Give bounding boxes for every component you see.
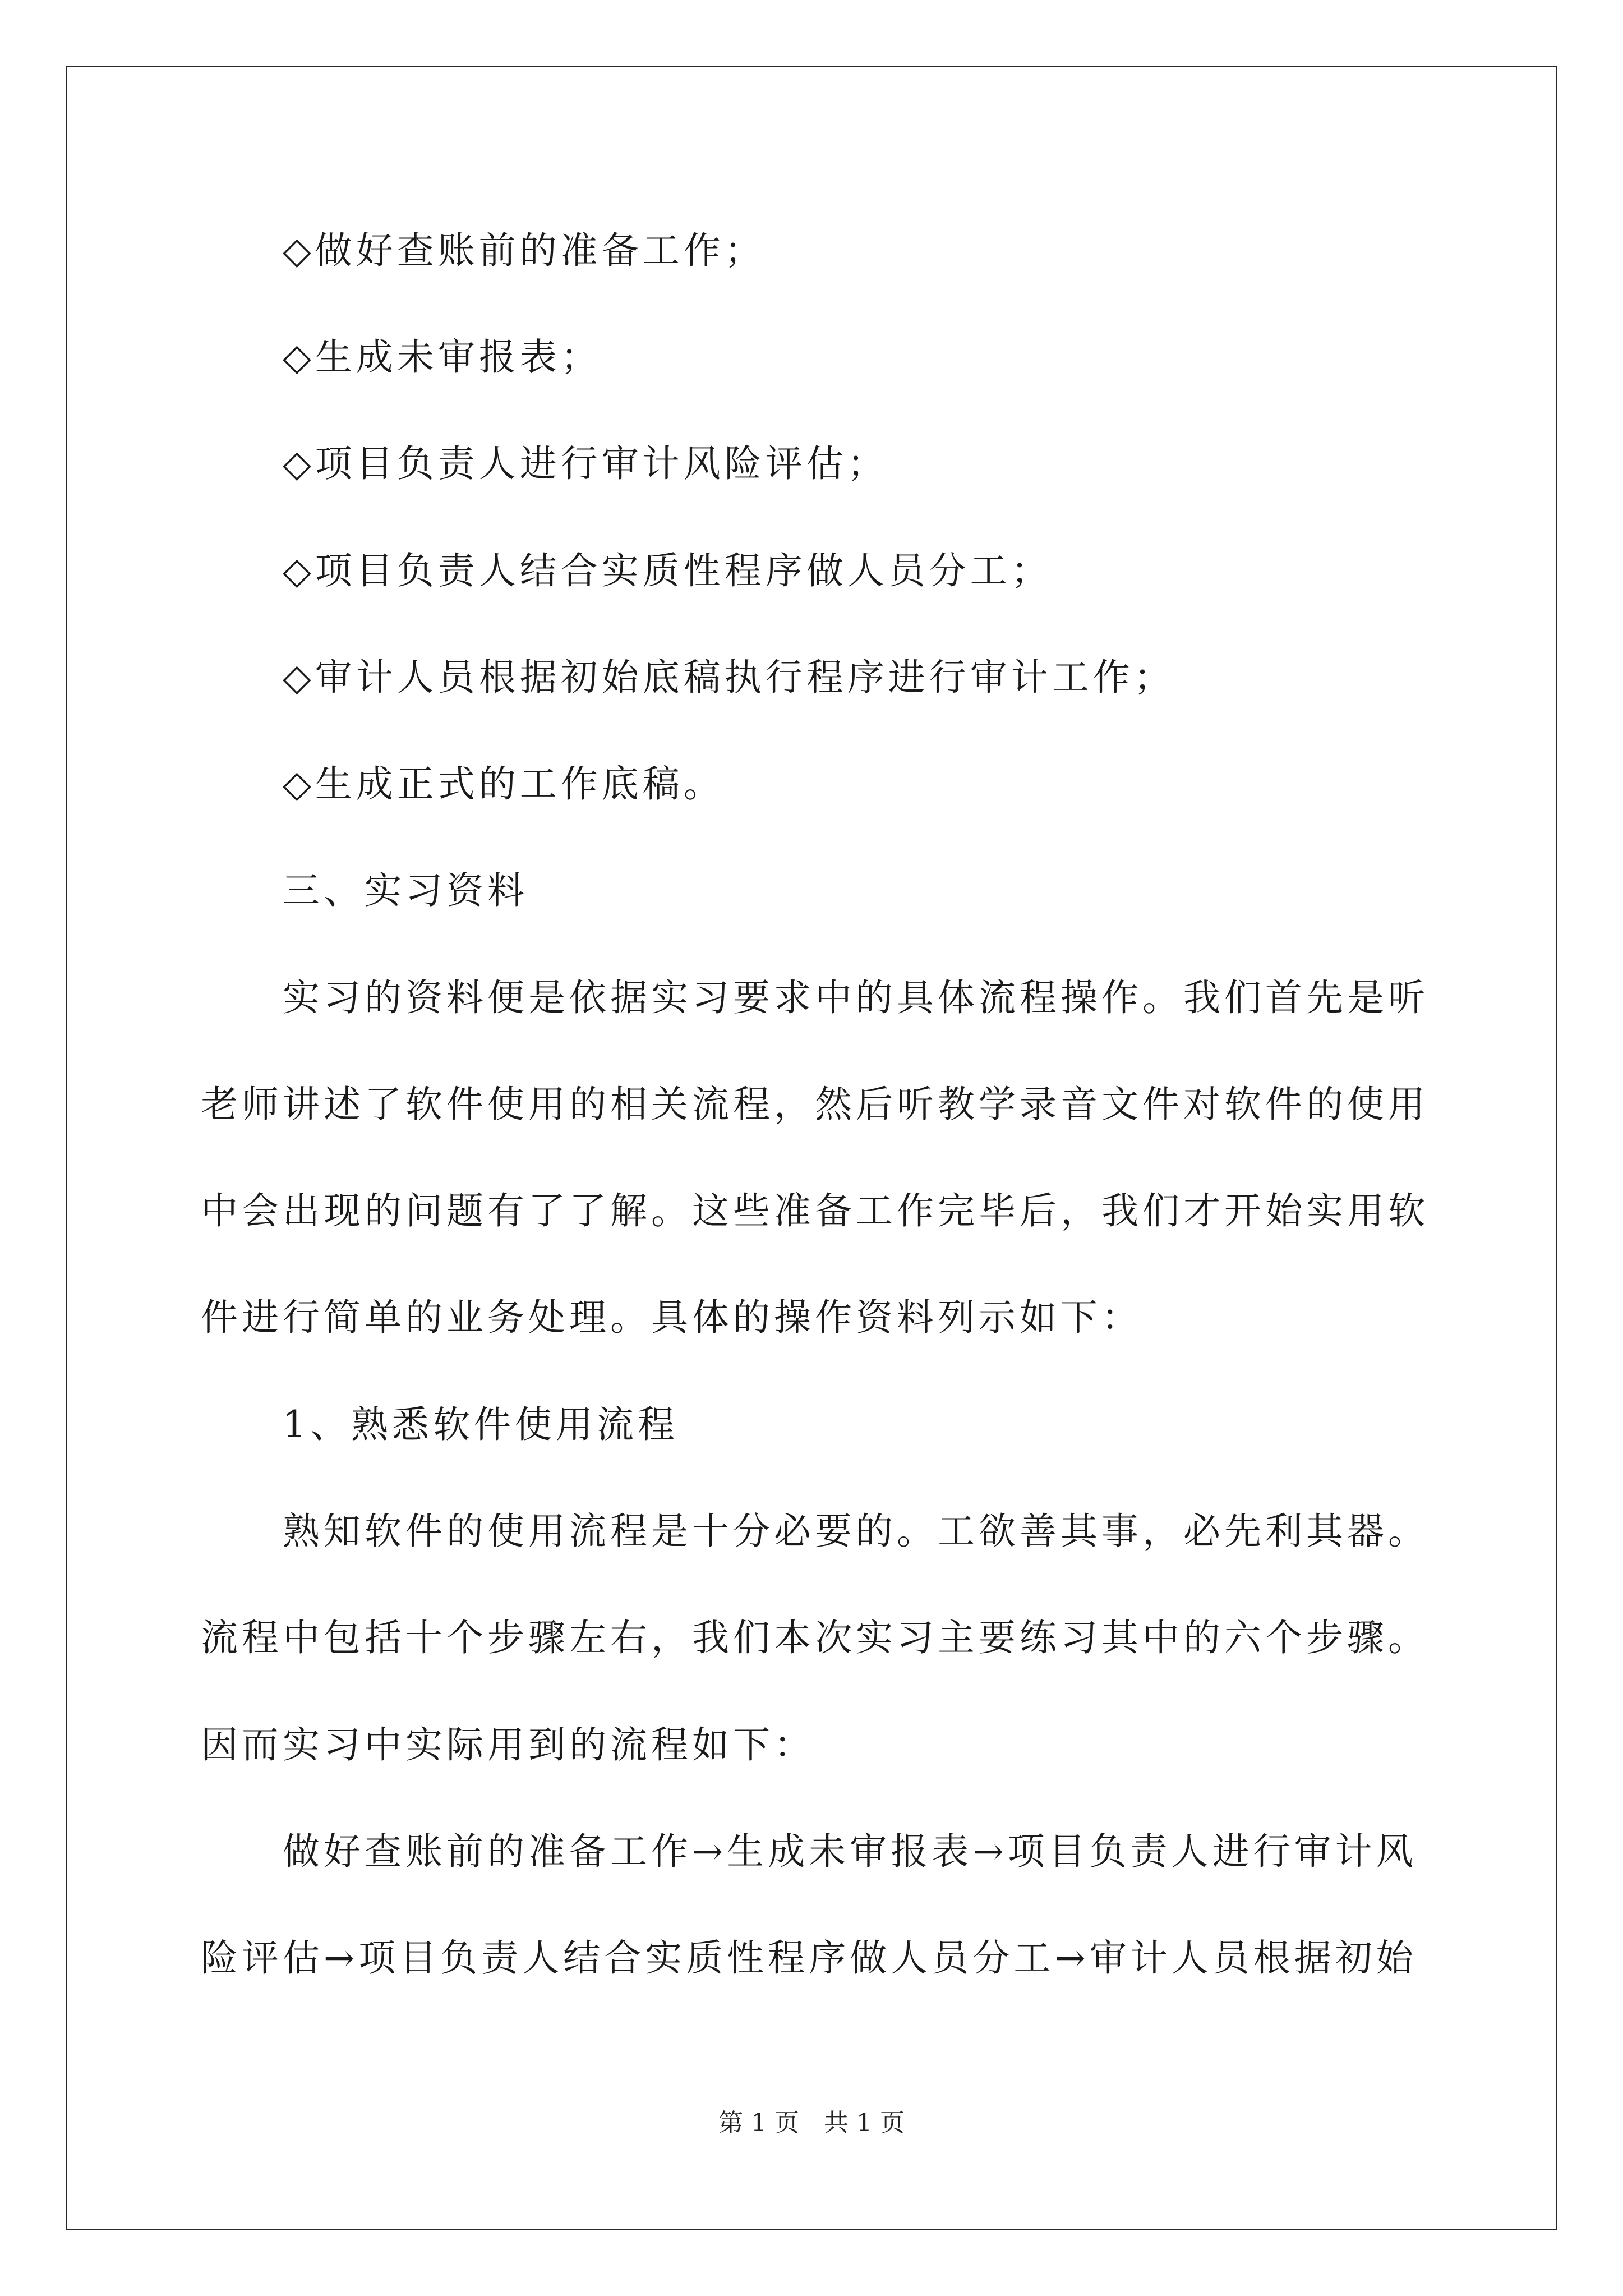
bullet-item: ◇生成未审报表；: [283, 335, 602, 379]
paragraph-line: 老师讲述了软件使用的相关流程，然后听教学录音文件对软件的使用: [201, 1083, 1429, 1126]
paragraph-line: 中会出现的问题有了了解。这些准备工作完毕后，我们才开始实用软: [201, 1189, 1429, 1232]
page-footer: 第 1 页 共 1 页: [718, 2109, 905, 2137]
bullet-item: ◇项目负责人结合实质性程序做人员分工；: [283, 549, 1052, 592]
page-border: [66, 66, 1557, 2230]
paragraph-line: 做好查账前的准备工作→生成未审报表→项目负责人进行审计风: [283, 1830, 1417, 1873]
paragraph-line: 流程中包括十个步骤左右，我们本次实习主要练习其中的六个步骤。: [201, 1616, 1429, 1659]
subheading: 1、熟悉软件使用流程: [283, 1403, 679, 1446]
bullet-item: ◇审计人员根据初始底稿执行程序进行审计工作；: [283, 656, 1175, 699]
paragraph-line: 熟知软件的使用流程是十分必要的。工欲善其事，必先利其器。: [283, 1510, 1429, 1553]
paragraph-line: 件进行简单的业务处理。具体的操作资料列示如下：: [201, 1296, 1142, 1339]
paragraph-line: 险评估→项目负责人结合实质性程序做人员分工→审计人员根据初始: [201, 1936, 1417, 1980]
paragraph-line: 因而实习中实际用到的流程如下：: [201, 1723, 815, 1766]
bullet-item: ◇生成正式的工作底稿。: [283, 762, 725, 806]
bullet-item: ◇做好查账前的准备工作；: [283, 229, 766, 272]
section-heading: 三、实习资料: [283, 869, 528, 912]
bullet-item: ◇项目负责人进行审计风险评估；: [283, 442, 888, 485]
paragraph-line: 实习的资料便是依据实习要求中的具体流程操作。我们首先是听: [283, 976, 1429, 1019]
